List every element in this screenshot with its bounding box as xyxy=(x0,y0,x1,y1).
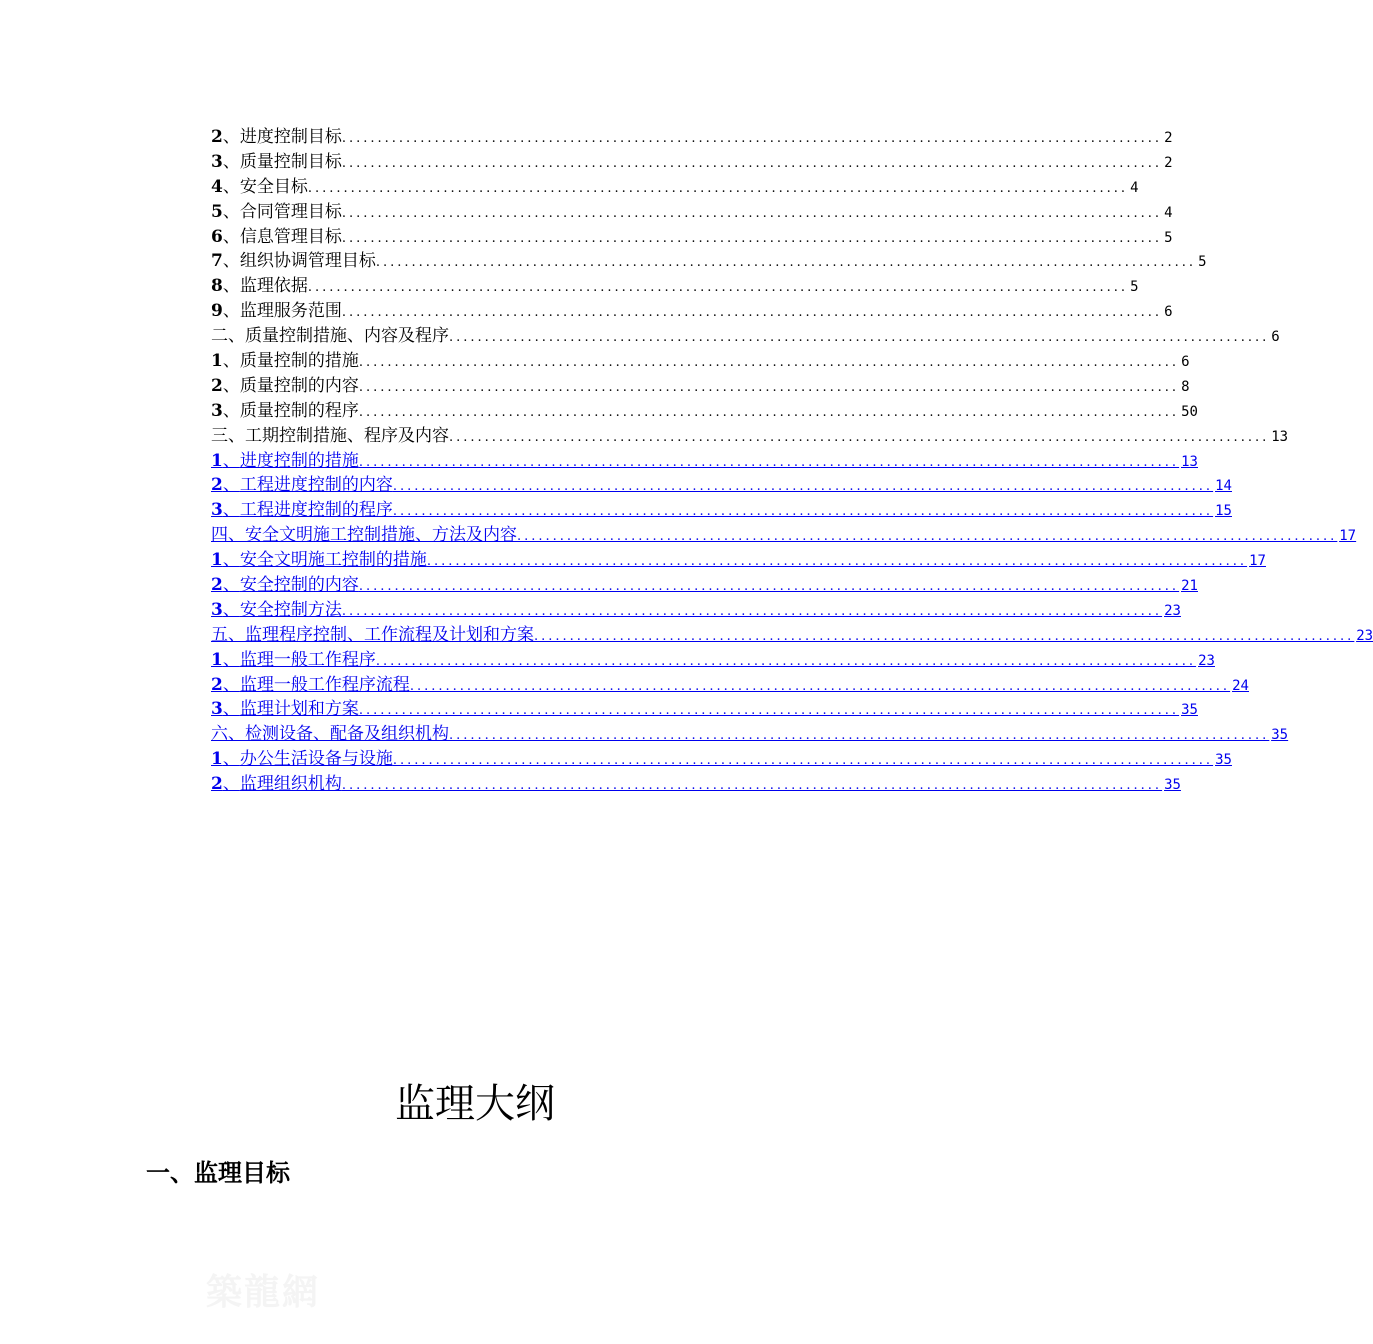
toc-entry-title: 监理服务范围 xyxy=(239,301,342,322)
toc-entry xyxy=(211,175,1139,200)
toc-entry-separator: 、 xyxy=(222,550,240,571)
toc-leader-dots: ................................................................................................................... xyxy=(449,429,1270,445)
toc-entry-page: 8 xyxy=(1181,378,1190,395)
toc-entry-page: 2 xyxy=(1164,154,1173,171)
toc-entry-page: 6 xyxy=(1164,304,1173,321)
toc-entry xyxy=(211,200,1173,225)
toc-entry-number: 1 xyxy=(211,450,223,471)
toc-leader-dots: ................................................................................................................... xyxy=(341,603,1163,619)
toc-entry-number: 9 xyxy=(211,301,223,322)
table-of-contents xyxy=(211,125,1373,797)
toc-entry-separator: 、 xyxy=(222,226,240,247)
toc-entry-number: 4 xyxy=(211,176,223,197)
toc-entry-title: 进度控制的措施 xyxy=(239,450,359,471)
toc-entry-title: 组织协调管理目标 xyxy=(239,251,376,272)
toc-entry[interactable] xyxy=(211,573,1198,598)
toc-entry[interactable] xyxy=(211,722,1289,747)
toc-entry-separator: 、 xyxy=(222,400,240,421)
toc-entry-page: 35 xyxy=(1271,727,1289,744)
toc-entry-page: 35 xyxy=(1181,702,1198,719)
toc-entry xyxy=(211,349,1190,374)
toc-entry-title: 安全控制的内容 xyxy=(239,575,359,596)
watermark-logo: 築龍網 xyxy=(206,1271,321,1313)
toc-entry-separator: 、 xyxy=(222,774,240,795)
toc-entry-number: 5 xyxy=(211,201,223,222)
document-title: 监理大纲 xyxy=(395,1081,555,1127)
toc-entry-separator: 、 xyxy=(222,599,240,620)
toc-leader-dots: ................................................................................................................... xyxy=(375,653,1197,669)
toc-entry-page: 6 xyxy=(1271,329,1280,346)
toc-entry-title: 监理组织机构 xyxy=(239,774,342,795)
toc-entry-separator: 、 xyxy=(222,151,240,172)
toc-entry-separator: 、 xyxy=(222,301,240,322)
toc-entry-page: 4 xyxy=(1164,204,1173,221)
toc-entry-title: 合同管理目标 xyxy=(239,201,342,222)
toc-entry-page: 50 xyxy=(1181,403,1198,420)
toc-entry-separator: 、 xyxy=(222,575,240,596)
toc-entry xyxy=(211,374,1190,399)
toc-entry xyxy=(211,150,1173,175)
toc-entry-title: 二、质量控制措施、内容及程序 xyxy=(211,326,449,347)
toc-entry-title: 质量控制的内容 xyxy=(239,375,359,396)
toc-entry-number: 1 xyxy=(211,351,223,372)
toc-entry-title: 质量控制的措施 xyxy=(239,351,359,372)
toc-entry-page: 14 xyxy=(1215,478,1232,495)
toc-leader-dots: ................................................................................................................... xyxy=(358,379,1180,395)
toc-entry-title: 信息管理目标 xyxy=(239,226,342,247)
toc-entry-title: 安全文明施工控制的措施 xyxy=(239,550,427,571)
toc-entry-page: 5 xyxy=(1130,279,1139,296)
toc-leader-dots: ................................................................................................................... xyxy=(392,479,1214,495)
toc-entry-page: 17 xyxy=(1249,553,1266,570)
toc-entry-page: 4 xyxy=(1130,179,1139,196)
toc-entry-page: 23 xyxy=(1356,627,1373,644)
toc-entry xyxy=(211,324,1280,349)
toc-entry-number: 2 xyxy=(211,774,223,795)
toc-entry-separator: 、 xyxy=(222,699,240,720)
toc-leader-dots: ................................................................................................................... xyxy=(341,205,1163,221)
toc-entry-separator: 、 xyxy=(222,176,240,197)
toc-entry[interactable] xyxy=(211,697,1198,722)
toc-entry-separator: 、 xyxy=(222,475,240,496)
toc-entry-number: 3 xyxy=(211,699,223,720)
toc-entry-title: 五、监理程序控制、工作流程及计划和方案 xyxy=(211,624,534,645)
toc-entry xyxy=(211,299,1173,324)
toc-leader-dots: ................................................................................................................... xyxy=(517,529,1338,545)
toc-entry xyxy=(211,225,1173,250)
toc-leader-dots: ................................................................................................................... xyxy=(341,305,1163,321)
toc-entry-page: 23 xyxy=(1198,652,1215,669)
toc-entry xyxy=(211,125,1173,150)
toc-entry-title: 安全目标 xyxy=(239,176,308,197)
toc-entry-page: 13 xyxy=(1271,428,1289,445)
toc-entry-page: 23 xyxy=(1164,602,1181,619)
toc-leader-dots: ................................................................................................................... xyxy=(307,180,1129,196)
toc-leader-dots: ................................................................................................................... xyxy=(449,330,1270,346)
toc-entry-title: 监理计划和方案 xyxy=(239,699,359,720)
toc-entry-page: 15 xyxy=(1215,503,1232,520)
toc-entry-separator: 、 xyxy=(222,201,240,222)
toc-entry-separator: 、 xyxy=(222,450,240,471)
toc-leader-dots: ................................................................................................................... xyxy=(534,628,1355,644)
toc-entry-number: 2 xyxy=(211,575,223,596)
toc-entry-title: 安全控制方法 xyxy=(239,599,342,620)
toc-entry-page: 13 xyxy=(1181,453,1198,470)
toc-entry-number: 7 xyxy=(211,251,223,272)
toc-entry-number: 3 xyxy=(211,400,223,421)
toc-entry[interactable] xyxy=(211,673,1249,698)
toc-leader-dots: ................................................................................................................... xyxy=(426,554,1248,570)
toc-entry-separator: 、 xyxy=(222,375,240,396)
toc-entry[interactable] xyxy=(211,523,1357,548)
toc-leader-dots: ................................................................................................................... xyxy=(307,280,1129,296)
toc-leader-dots: ................................................................................................................... xyxy=(409,678,1231,694)
toc-entry-separator: 、 xyxy=(222,127,240,147)
toc-entry-separator: 、 xyxy=(222,276,240,297)
toc-entry-title: 六、检测设备、配备及组织机构 xyxy=(211,724,449,745)
toc-leader-dots: ................................................................................................................... xyxy=(358,454,1180,470)
toc-entry-number: 3 xyxy=(211,151,223,172)
toc-entry-number: 8 xyxy=(211,276,223,297)
toc-entry-number: 2 xyxy=(211,475,223,496)
toc-entry-page: 6 xyxy=(1181,354,1190,371)
toc-entry[interactable] xyxy=(211,498,1232,523)
toc-entry[interactable] xyxy=(211,548,1266,573)
toc-entry-page: 35 xyxy=(1164,777,1181,794)
toc-leader-dots: ................................................................................................................... xyxy=(358,355,1180,371)
toc-entry xyxy=(211,399,1198,424)
toc-entry xyxy=(211,274,1139,299)
toc-entry-title: 三、工期控制措施、程序及内容 xyxy=(211,425,449,446)
toc-leader-dots: ................................................................................................................... xyxy=(392,753,1214,769)
toc-entry-page: 2 xyxy=(1164,130,1173,146)
toc-entry-title: 四、安全文明施工控制措施、方法及内容 xyxy=(211,525,517,546)
toc-leader-dots: ................................................................................................................... xyxy=(392,504,1214,520)
toc-entry-page: 5 xyxy=(1198,254,1207,271)
toc-entry-separator: 、 xyxy=(222,674,240,695)
toc-entry-number: 1 xyxy=(211,749,223,770)
toc-entry[interactable] xyxy=(211,623,1373,648)
toc-leader-dots: ................................................................................................................... xyxy=(358,579,1180,595)
toc-leader-dots: ................................................................................................................... xyxy=(358,703,1180,719)
toc-entry-number: 1 xyxy=(211,649,223,670)
toc-entry-separator: 、 xyxy=(222,649,240,670)
toc-entry-separator: 、 xyxy=(222,749,240,770)
toc-entry-page: 21 xyxy=(1181,578,1198,595)
toc-entry[interactable] xyxy=(211,598,1181,623)
toc-entry-page: 5 xyxy=(1164,229,1173,246)
toc-entry-number: 1 xyxy=(211,550,223,571)
toc-leader-dots: ................................................................................................................... xyxy=(341,230,1163,246)
toc-entry-number: 6 xyxy=(211,226,223,247)
toc-entry[interactable] xyxy=(211,449,1198,474)
toc-entry-number: 2 xyxy=(211,127,223,147)
toc-entry-title: 办公生活设备与设施 xyxy=(239,749,393,770)
toc-leader-dots: ................................................................................................................... xyxy=(341,155,1163,171)
toc-entry-title: 工程进度控制的程序 xyxy=(239,500,393,521)
toc-entry-page: 35 xyxy=(1215,752,1232,769)
toc-entry-number: 3 xyxy=(211,500,223,521)
toc-entry[interactable] xyxy=(211,473,1232,498)
toc-entry-separator: 、 xyxy=(222,351,240,372)
toc-entry-separator: 、 xyxy=(222,500,240,521)
toc-entry-title: 质量控制的程序 xyxy=(239,400,359,421)
toc-entry-title: 监理一般工作程序 xyxy=(239,649,376,670)
toc-entry-page: 17 xyxy=(1339,528,1357,545)
toc-entry-separator: 、 xyxy=(222,251,240,272)
toc-entry-number: 2 xyxy=(211,674,223,695)
toc-entry xyxy=(211,424,1289,449)
toc-entry[interactable] xyxy=(211,772,1181,797)
toc-entry[interactable] xyxy=(211,747,1232,772)
toc-entry-title: 进度控制目标 xyxy=(239,127,342,147)
toc-leader-dots: ................................................................................................................... xyxy=(375,255,1197,271)
toc-entry-title: 监理一般工作程序流程 xyxy=(239,674,410,695)
toc-leader-dots: ................................................................................................................... xyxy=(341,131,1163,146)
toc-entry[interactable] xyxy=(211,648,1215,673)
toc-leader-dots: ................................................................................................................... xyxy=(449,728,1270,744)
toc-leader-dots: ................................................................................................................... xyxy=(358,404,1180,420)
toc-entry-title: 工程进度控制的内容 xyxy=(239,475,393,496)
toc-entry-number: 3 xyxy=(211,599,223,620)
toc-entry-number: 2 xyxy=(211,375,223,396)
toc-entry-page: 24 xyxy=(1232,677,1249,694)
section-heading: 一、监理目标 xyxy=(146,1158,290,1187)
toc-leader-dots: ................................................................................................................... xyxy=(341,778,1163,794)
toc-entry-title: 质量控制目标 xyxy=(239,151,342,172)
toc-entry-title: 监理依据 xyxy=(239,276,308,297)
toc-entry xyxy=(211,249,1207,274)
